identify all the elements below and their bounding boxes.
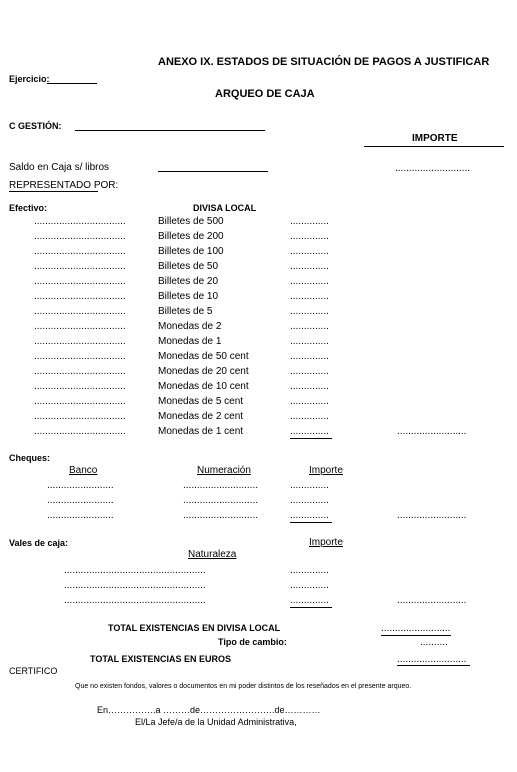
efectivo-amount-field[interactable]: .............. — [290, 426, 329, 437]
total-euros-label: TOTAL EXISTENCIAS EN EUROS — [90, 654, 232, 664]
total-divisa-local-value[interactable]: ......................... — [381, 623, 451, 634]
ejercicio-label: Ejercicio: — [9, 74, 50, 84]
efectivo-item-label: Monedas de 20 cent — [158, 366, 249, 377]
cheque-numeracion-field[interactable]: ........................... — [183, 510, 259, 521]
efectivo-item-label: Billetes de 100 — [158, 246, 224, 257]
certifico-statement: Que no existen fondos, valores o documentos en mi poder distintos de los reseñados en el presente arqueo. — [75, 683, 412, 690]
document-title: ANEXO IX. ESTADOS DE SITUACIÓN DE PAGOS A JUSTIFICAR — [158, 56, 490, 68]
cheque-importe-field[interactable]: .............. — [290, 480, 329, 491]
importe-header: IMPORTE — [412, 133, 458, 144]
total-divisa-local-underline — [381, 635, 451, 636]
efectivo-count-field[interactable]: ................................. — [34, 426, 126, 437]
efectivo-count-field[interactable]: ................................. — [34, 336, 126, 347]
cheque-numeracion-field[interactable]: ........................... — [183, 480, 259, 491]
cheque-importe-field[interactable]: .............. — [290, 495, 329, 506]
cheques-subtotal-underline — [290, 522, 332, 523]
vale-importe-field[interactable]: .............. — [290, 595, 329, 606]
saldo-value[interactable]: ........................... — [395, 163, 471, 174]
gestion-label: C GESTIÓN: — [9, 121, 62, 131]
document-subtitle: ARQUEO DE CAJA — [215, 88, 315, 100]
total-euros-underline — [397, 665, 470, 666]
certifico-label: CERTIFICO — [9, 666, 58, 676]
efectivo-amount-field[interactable]: .............. — [290, 411, 329, 422]
cheque-banco-field[interactable]: ........................ — [47, 495, 114, 506]
efectivo-count-field[interactable]: ................................. — [34, 261, 126, 272]
efectivo-item-label: Billetes de 5 — [158, 306, 213, 317]
vale-naturaleza-field[interactable]: ................................................... — [64, 565, 206, 576]
vale-naturaleza-field[interactable]: ................................................... — [64, 580, 206, 591]
ejercicio-field[interactable] — [47, 83, 97, 84]
vales-col-naturaleza: Naturaleza — [188, 549, 237, 560]
efectivo-count-field[interactable]: ................................. — [34, 351, 126, 362]
efectivo-amount-field[interactable]: .............. — [290, 291, 329, 302]
efectivo-amount-field[interactable]: .............. — [290, 276, 329, 287]
importe-header-line — [364, 146, 504, 147]
saldo-field[interactable] — [158, 171, 268, 172]
efectivo-count-field[interactable]: ................................. — [34, 216, 126, 227]
efectivo-amount-field[interactable]: .............. — [290, 381, 329, 392]
efectivo-count-field[interactable]: ................................. — [34, 411, 126, 422]
efectivo-count-field[interactable]: ................................. — [34, 291, 126, 302]
saldo-label: Saldo en Caja s/ libros — [9, 162, 110, 173]
efectivo-amount-field[interactable]: .............. — [290, 306, 329, 317]
efectivo-count-field[interactable]: ................................. — [34, 276, 126, 287]
efectivo-amount-field[interactable]: .............. — [290, 216, 329, 227]
efectivo-amount-field[interactable]: .............. — [290, 396, 329, 407]
efectivo-total-field[interactable]: ......................... — [397, 426, 467, 437]
vale-importe-field[interactable]: .............. — [290, 565, 329, 576]
representado-label: REPRESENTADO POR: — [9, 180, 119, 191]
efectivo-amount-field[interactable]: .............. — [290, 246, 329, 257]
signature-label: El/La Jefe/a de la Unidad Administrativa, — [135, 717, 297, 727]
efectivo-item-label: Monedas de 10 cent — [158, 381, 249, 392]
efectivo-item-label: Billetes de 500 — [158, 216, 224, 227]
efectivo-count-field[interactable]: ................................. — [34, 246, 126, 257]
efectivo-amount-field[interactable]: .............. — [290, 351, 329, 362]
vale-naturaleza-field[interactable]: ................................................... — [64, 595, 206, 606]
gestion-field[interactable] — [75, 130, 265, 131]
cheque-banco-field[interactable]: ........................ — [47, 480, 114, 491]
cheques-col-banco: Banco — [69, 465, 98, 476]
efectivo-label: Efectivo: — [9, 203, 48, 213]
divisa-local-label: DIVISA LOCAL — [193, 203, 257, 213]
efectivo-amount-field[interactable]: .............. — [290, 366, 329, 377]
vales-subtotal-underline — [290, 607, 332, 608]
cheques-col-importe: Importe — [309, 465, 343, 476]
efectivo-item-label: Billetes de 20 — [158, 276, 219, 287]
total-euros-value[interactable]: ......................... — [397, 654, 467, 665]
tipo-cambio-label: Tipo de cambio: — [218, 637, 287, 647]
efectivo-count-field[interactable]: ................................. — [34, 396, 126, 407]
efectivo-item-label: Billetes de 200 — [158, 231, 224, 242]
vale-importe-field[interactable]: .............. — [290, 580, 329, 591]
cheque-importe-field[interactable]: .............. — [290, 510, 329, 521]
efectivo-item-label: Billetes de 50 — [158, 261, 219, 272]
efectivo-item-label: Monedas de 1 — [158, 336, 222, 347]
efectivo-item-label: Billetes de 10 — [158, 291, 219, 302]
representado-underline — [9, 191, 98, 192]
vales-label: Vales de caja: — [9, 538, 69, 548]
efectivo-amount-field[interactable]: .............. — [290, 321, 329, 332]
efectivo-count-field[interactable]: ................................. — [34, 366, 126, 377]
vales-total-field[interactable]: ......................... — [397, 595, 467, 606]
vales-col-importe: Importe — [309, 537, 343, 548]
efectivo-item-label: Monedas de 2 cent — [158, 411, 244, 422]
efectivo-item-label: Monedas de 50 cent — [158, 351, 249, 362]
cheques-total-field[interactable]: ......................... — [397, 510, 467, 521]
cheques-col-numeracion: Numeración — [197, 465, 251, 476]
cheque-numeracion-field[interactable]: ........................... — [183, 495, 259, 506]
efectivo-amount-field[interactable]: .............. — [290, 336, 329, 347]
total-divisa-local-label: TOTAL EXISTENCIAS EN DIVISA LOCAL — [108, 623, 281, 633]
tipo-cambio-value[interactable]: .......... — [420, 637, 448, 648]
efectivo-amount-field[interactable]: .............. — [290, 231, 329, 242]
efectivo-item-label: Monedas de 1 cent — [158, 426, 244, 437]
efectivo-count-field[interactable]: ................................. — [34, 321, 126, 332]
efectivo-count-field[interactable]: ................................. — [34, 306, 126, 317]
efectivo-item-label: Monedas de 5 cent — [158, 396, 244, 407]
efectivo-count-field[interactable]: ................................. — [34, 381, 126, 392]
efectivo-count-field[interactable]: ................................. — [34, 231, 126, 242]
efectivo-subtotal-underline — [290, 438, 332, 439]
cheques-label: Cheques: — [9, 453, 51, 463]
efectivo-item-label: Monedas de 2 — [158, 321, 222, 332]
place-date-line[interactable]: En…………….a ………de…………………….de………… — [97, 705, 321, 715]
efectivo-amount-field[interactable]: .............. — [290, 261, 329, 272]
cheque-banco-field[interactable]: ........................ — [47, 510, 114, 521]
